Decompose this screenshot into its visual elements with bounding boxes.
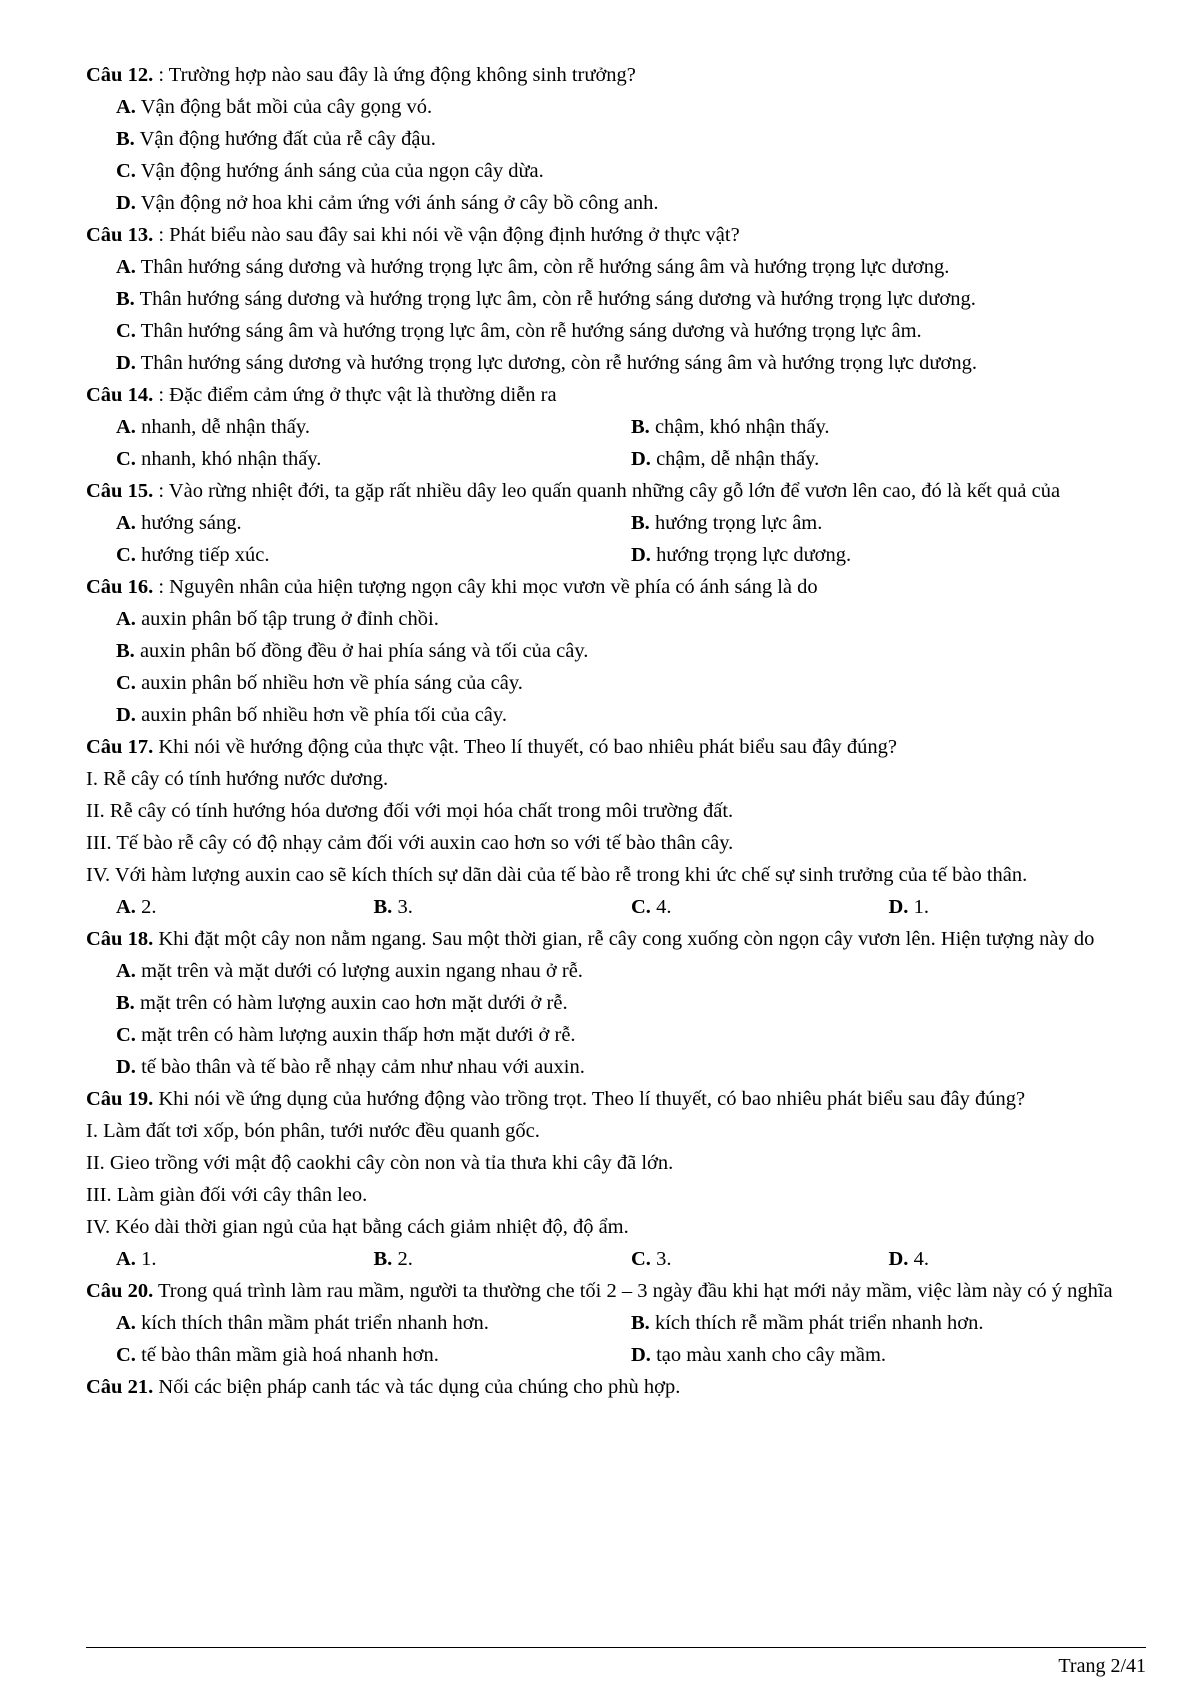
statement: II. Gieo trồng với mật độ caokhi cây còn non và tỉa thưa khi cây đã lớn. (86, 1152, 674, 1174)
footer-divider (86, 1647, 1146, 1648)
option-d: D. tạo màu xanh cho cây mầm. (631, 1344, 887, 1366)
option-a: A. kích thích thân mầm phát triển nhanh hơn. (116, 1312, 489, 1334)
question-number: Câu 16. (86, 576, 154, 598)
option-b: B. hướng trọng lực âm. (631, 512, 823, 534)
option-b: B. 3. (373, 896, 413, 918)
option-a: A. hướng sáng. (116, 512, 242, 534)
question-18 (86, 926, 1146, 953)
page-number: Trang 2/41 (1058, 1655, 1146, 1677)
option-d: D. tế bào thân và tế bào rễ nhạy cảm như nhau với auxin. (116, 1056, 585, 1078)
option-c: C. auxin phân bố nhiều hơn về phía sáng của cây. (116, 672, 523, 694)
options-row (86, 542, 1146, 569)
option-c: C. Vận động hướng ánh sáng của của ngọn cây dừa. (116, 160, 544, 182)
option-a: A. nhanh, dễ nhận thấy. (116, 416, 310, 438)
option-c: C. Thân hướng sáng âm và hướng trọng lực âm, còn rễ hướng sáng dương và hướng trọng lực âm. (116, 320, 922, 342)
options-row (86, 1246, 1146, 1273)
statement: IV. Kéo dài thời gian ngủ của hạt bằng cách giảm nhiệt độ, độ ẩm. (86, 1216, 629, 1238)
statement: III. Tế bào rễ cây có độ nhạy cảm đối với auxin cao hơn so với tế bào thân cây. (86, 832, 734, 854)
option-c: C. 3. (631, 1248, 672, 1270)
question-text: : Nguyên nhân của hiện tượng ngọn cây khi mọc vươn về phía có ánh sáng là do (153, 576, 818, 598)
option-c: C. nhanh, khó nhận thấy. (116, 448, 322, 470)
question-number: Câu 17. (86, 736, 154, 758)
option-b: B. 2. (373, 1248, 413, 1270)
option-a: A. mặt trên và mặt dưới có lượng auxin ngang nhau ở rễ. (116, 960, 583, 982)
options-row (86, 894, 1146, 921)
document-body (86, 60, 1146, 1406)
options-row (86, 1342, 1146, 1369)
question-17 (86, 734, 1146, 761)
question-text: : Đặc điểm cảm ứng ở thực vật là thường diễn ra (153, 384, 557, 406)
option-d: D. chậm, dễ nhận thấy. (631, 448, 820, 470)
option-b: B. chậm, khó nhận thấy. (631, 416, 830, 438)
option-c: C. hướng tiếp xúc. (116, 544, 270, 566)
question-text: : Trường hợp nào sau đây là ứng động không sinh trưởng? (153, 64, 636, 86)
question-text: : Phát biểu nào sau đây sai khi nói về vận động định hướng ở thực vật? (153, 224, 740, 246)
question-number: Câu 20. (86, 1280, 154, 1302)
question-text: Khi đặt một cây non nằm ngang. Sau một thời gian, rễ cây cong xuống còn ngọn cây vươn lên. Hiện tượng này do (153, 928, 1095, 950)
question-16 (86, 574, 1146, 601)
question-15 (86, 478, 1146, 505)
question-number: Câu 12. (86, 64, 154, 86)
option-c: C. mặt trên có hàm lượng auxin thấp hơn mặt dưới ở rễ. (116, 1024, 576, 1046)
question-19 (86, 1086, 1146, 1113)
question-number: Câu 19. (86, 1088, 154, 1110)
option-d: D. 4. (888, 1248, 929, 1270)
question-number: Câu 21. (86, 1376, 154, 1398)
options-row (86, 1310, 1146, 1337)
question-text: Khi nói về ứng dụng của hướng động vào trồng trọt. Theo lí thuyết, có bao nhiêu phát biểu sau đây đúng? (153, 1088, 1026, 1110)
option-a: A. Thân hướng sáng dương và hướng trọng lực âm, còn rễ hướng sáng âm và hướng trọng lực dương. (116, 256, 950, 278)
option-a: A. 2. (116, 896, 157, 918)
question-text: Nối các biện pháp canh tác và tác dụng của chúng cho phù hợp. (153, 1376, 681, 1398)
question-number: Câu 15. (86, 480, 154, 502)
question-13 (86, 222, 1146, 249)
statement: IV. Với hàm lượng auxin cao sẽ kích thích sự dãn dài của tế bào rễ trong khi ức chế sự sinh trưởng của tế bào thân. (86, 864, 1028, 886)
statement: I. Làm đất tơi xốp, bón phân, tưới nước đều quanh gốc. (86, 1120, 540, 1142)
question-text: Trong quá trình làm rau mầm, người ta thường che tối 2 – 3 ngày đầu khi hạt mới nảy mầm, việc làm này có ý nghĩa (153, 1280, 1113, 1302)
options-row (86, 446, 1146, 473)
question-20 (86, 1278, 1146, 1305)
option-c: C. 4. (631, 896, 672, 918)
options-row (86, 414, 1146, 441)
question-number: Câu 14. (86, 384, 154, 406)
option-d: D. hướng trọng lực dương. (631, 544, 852, 566)
question-text: Khi nói về hướng động của thực vật. Theo lí thuyết, có bao nhiêu phát biểu sau đây đúng? (153, 736, 897, 758)
question-14 (86, 382, 1146, 409)
question-number: Câu 13. (86, 224, 154, 246)
question-text: : Vào rừng nhiệt đới, ta gặp rất nhiều dây leo quấn quanh những cây gỗ lớn để vươn lên cao, đó là kết quả của (153, 480, 1061, 502)
option-a: A. 1. (116, 1248, 157, 1270)
option-b: B. auxin phân bố đồng đều ở hai phía sáng và tối của cây. (116, 640, 589, 662)
option-d: D. Vận động nở hoa khi cảm ứng với ánh sáng ở cây bồ công anh. (116, 192, 659, 214)
question-21 (86, 1374, 1146, 1401)
option-d: D. Thân hướng sáng dương và hướng trọng lực dương, còn rễ hướng sáng âm và hướng trọng lực dương. (116, 352, 977, 374)
option-c: C. tế bào thân mầm già hoá nhanh hơn. (116, 1344, 439, 1366)
option-b: B. Vận động hướng đất của rễ cây đậu. (116, 128, 436, 150)
option-a: A. auxin phân bố tập trung ở đỉnh chồi. (116, 608, 439, 630)
statement: I. Rễ cây có tính hướng nước dương. (86, 768, 389, 790)
statement: II. Rễ cây có tính hướng hóa dương đối với mọi hóa chất trong môi trường đất. (86, 800, 734, 822)
question-number: Câu 18. (86, 928, 154, 950)
statement: III. Làm giàn đối với cây thân leo. (86, 1184, 368, 1206)
option-a: A. Vận động bắt mồi của cây gọng vó. (116, 96, 433, 118)
option-d: D. auxin phân bố nhiều hơn về phía tối của cây. (116, 704, 507, 726)
option-b: B. mặt trên có hàm lượng auxin cao hơn mặt dưới ở rễ. (116, 992, 568, 1014)
option-b: B. Thân hướng sáng dương và hướng trọng lực âm, còn rễ hướng sáng dương và hướng trọng lực dương. (116, 288, 976, 310)
option-d: D. 1. (888, 896, 929, 918)
option-b: B. kích thích rễ mầm phát triển nhanh hơn. (631, 1312, 984, 1334)
options-row (86, 510, 1146, 537)
question-12 (86, 62, 1146, 89)
